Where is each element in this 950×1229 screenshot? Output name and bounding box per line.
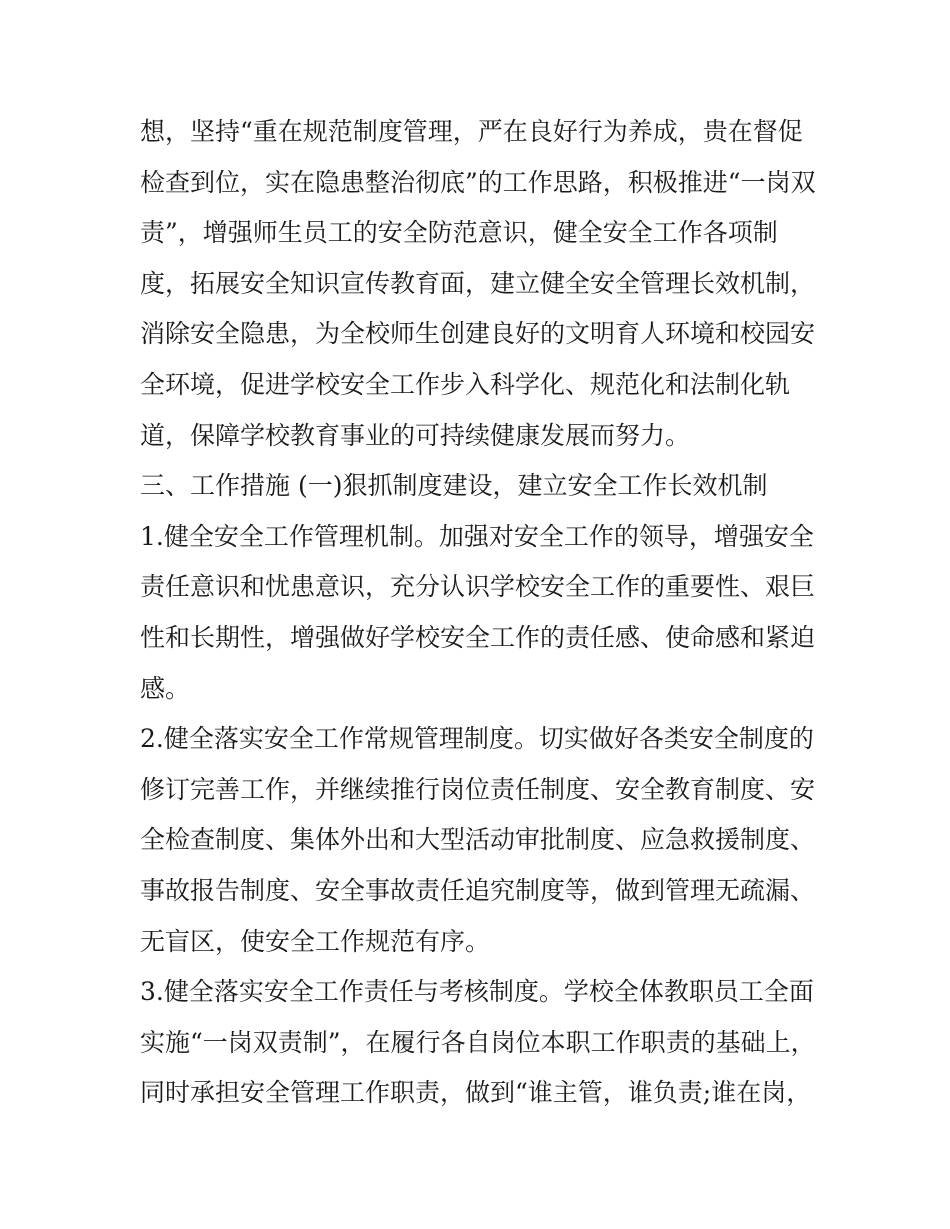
text-line-2: 检查到位，实在隐患整治彻底”的工作思路，积极推进“一岗双	[140, 167, 816, 197]
body-text	[140, 107, 820, 1119]
text-line-3: 责”，增强师生员工的安全防范意识，健全安全工作各项制	[140, 218, 778, 248]
text-line-12: 感。	[140, 673, 191, 703]
text-line-7: 道，保障学校教育事业的可持续健康发展而努力。	[140, 420, 691, 450]
text-line-9: 1.健全安全工作管理机制。加强对安全工作的领导，增强安全	[140, 521, 814, 551]
text-line-20: 同时承担安全管理工作职责，做到“谁主管，谁负责;谁在岗，	[140, 1078, 812, 1108]
text-line-11: 性和长期性，增强做好学校安全工作的责任感、使命感和紧迫	[140, 622, 816, 652]
text-line-4: 度，拓展安全知识宣传教育面，建立健全安全管理长效机制，	[140, 268, 816, 298]
text-line-5: 消除安全隐患，为全校师生创建良好的文明育人环境和校园安	[140, 319, 816, 349]
text-line-10: 责任意识和忧患意识，充分认识学校安全工作的重要性、艰巨	[140, 572, 816, 602]
text-line-14: 修订完善工作，并继续推行岗位责任制度、安全教育制度、安	[140, 774, 816, 804]
text-line-1: 想，坚持“重在规范制度管理，严在良好行为养成，贵在督促	[140, 117, 803, 146]
text-line-18: 3.健全落实安全工作责任与考核制度。学校全体教职员工全面	[140, 977, 814, 1007]
section-heading: 三、工作措施 (一)狠抓制度建设，建立安全工作长效机制	[140, 471, 768, 501]
text-line-16: 事故报告制度、安全事故责任追究制度等，做到管理无疏漏、	[140, 875, 816, 905]
text-line-15: 全检查制度、集体外出和大型活动审批制度、应急救援制度、	[140, 825, 816, 855]
text-line-19: 实施“一岗双责制”，在履行各自岗位本职工作职责的基础上，	[140, 1027, 816, 1057]
text-line-17: 无盲区，使安全工作规范有序。	[140, 926, 491, 956]
text-line-6: 全环境，促进学校安全工作步入科学化、规范化和法制化轨	[140, 369, 791, 399]
text-line-13: 2.健全落实安全工作常规管理制度。切实做好各类安全制度的	[140, 724, 814, 754]
